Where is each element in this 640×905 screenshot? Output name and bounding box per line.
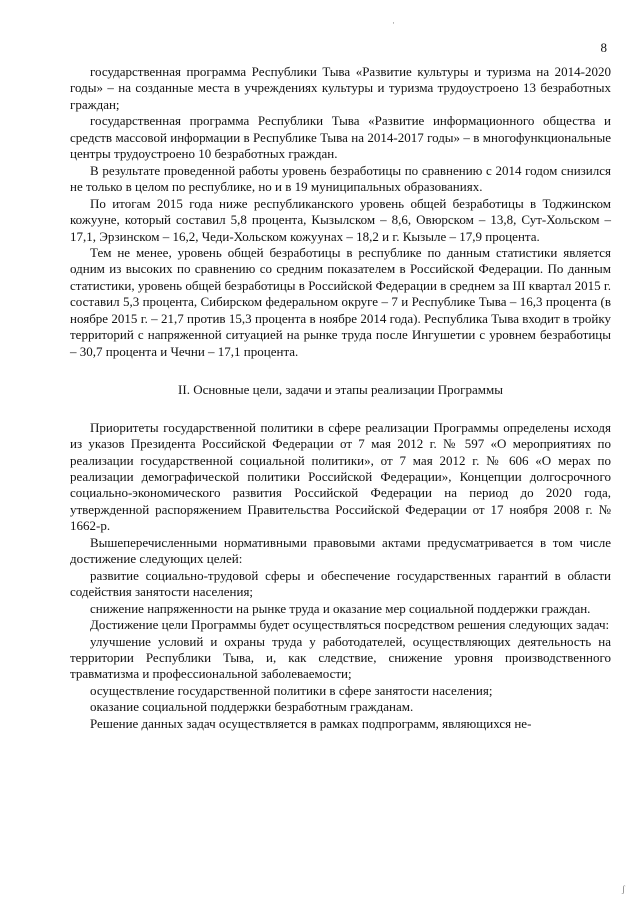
section-heading: II. Основные цели, задачи и этапы реализации Программы	[178, 382, 503, 398]
page-number: 8	[600, 40, 607, 55]
paragraph: Приоритеты государственной политики в сфере реализации Программы определены исходя из указов Президента Российской Федерации от 7 мая 2012 г. № 597 «О мероприятиях по реализации государственной социальной политики», от 7 мая 2012 г. № 606 «О мерах по реализации демографической политики Российской Федерации», Концепции долгосрочного социально-экономического развития Российской Федерации на период до 2020 года, утвержденной распоряжением Правительства Российской Федерации от 17 ноября 2008 г. № 1662-р.	[70, 419, 611, 534]
paragraph: Решение данных задач осуществляется в рамках подпрограмм, являющихся не-	[90, 715, 532, 731]
paragraph: Достижение цели Программы будет осуществляться посредством решения следующих задач:	[90, 617, 610, 633]
paragraph: осуществление государственной политики в сфере занятости населения;	[90, 682, 493, 698]
paragraph: снижение напряженности на рынке труда и оказание мер социальной поддержки граждан.	[90, 600, 591, 616]
paragraph: Вышеперечисленными нормативными правовыми актами предусматривается в том числе достижение следующих целей:	[70, 534, 611, 567]
document-body	[70, 64, 611, 732]
scan-speck: ·	[392, 18, 395, 28]
paragraph: По итогам 2015 года ниже республиканского уровень общей безработицы в Тоджинском кожууне, который составил 5,8 процента, Кызылском – 8,6, Овюрском – 13,8, Сут-Хольском – 17,1, Эрзинском – 16,2, Чеди-Хольском кожуунах – 18,2 и г. Кызыле – 17,9 процента.	[70, 195, 611, 244]
paragraph: государственная программа Республики Тыва «Развитие информационного общества и средств массовой информации в Республике Тыва на 2014-2017 годы» – в многофункциональные центры трудоустроено 10 безработных граждан.	[70, 113, 611, 162]
scan-speck: ʃ	[622, 884, 625, 894]
paragraph: государственная программа Республики Тыва «Развитие культуры и туризма на 2014-2020 годы» – на созданные места в учреждениях культуры и туризма трудоустроено 13 безработных граждан;	[70, 64, 611, 112]
paragraph: развитие социально-трудовой сферы и обеспечение государственных гарантий в области содействия занятости населения;	[70, 567, 611, 600]
paragraph: В результате проведенной работы уровень безработицы по сравнению с 2014 годом снизился не только в целом по республике, но и в 19 муниципальных образованиях.	[70, 162, 611, 195]
paragraph: улучшение условий и охраны труда у работодателей, осуществляющих деятельность на территории Республики Тыва, и, как следствие, снижение уровня производственного травматизма и профессиональной заболеваемости;	[70, 633, 611, 682]
paragraph: Тем не менее, уровень общей безработицы в республике по данным статистики является одним из высоких по сравнению со средним показателем в Российской Федерации. По данным статистики, уровень общей безработицы в Российской Федерации в среднем за III квартал 2015 г. составил 5,3 процента, Сибирском федеральном округе – 7 и Республике Тыва – 16,3 процента (в ноябре 2015 г. – 21,7 против 15,3 процента в ноябре 2014 года). Республика Тыва входит в тройку территорий с напряженной ситуацией на рынке труда после Ингушетии с уровнем безработицы – 30,7 процента и Чечни – 17,1 процента.	[70, 244, 611, 359]
paragraph: оказание социальной поддержки безработным гражданам.	[90, 699, 414, 715]
